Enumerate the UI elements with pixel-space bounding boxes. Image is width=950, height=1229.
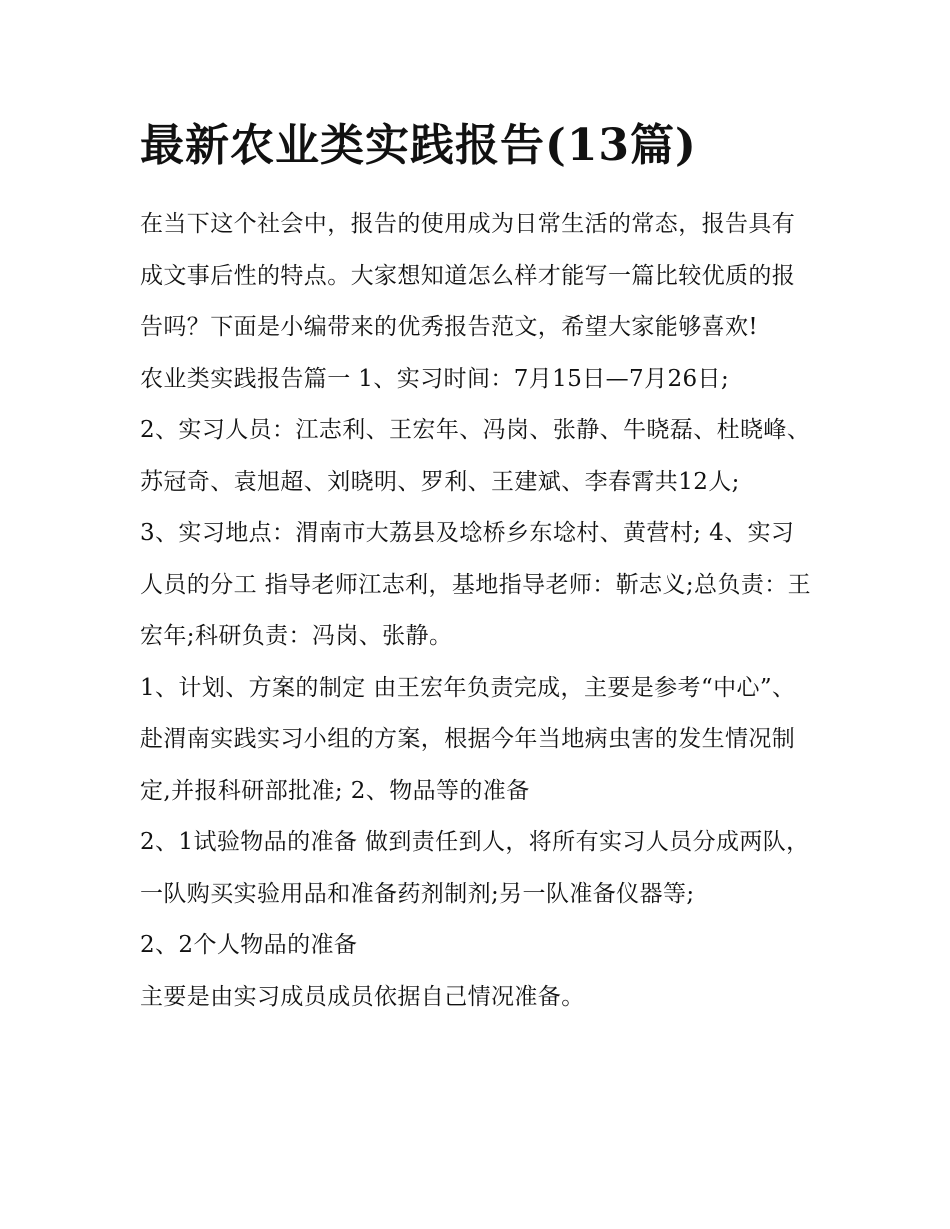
paragraph-internship-time: 农业类实践报告篇一 1、实习时间：7月15日—7月26日; — [140, 365, 730, 392]
paragraph-internship-location: 3、实习地点：渭南市大荔县及埝桥乡东埝村、黄营村; 4、实习人员的分工 指导老师江志利，基地指导老师：靳志义;总负责：王宏年;科研负责：冯岗、张静。 — [140, 520, 812, 649]
paragraph-internship-members: 2、实习人员：江志利、王宏年、冯岗、张静、牛晓磊、杜晓峰、苏冠奇、袁旭超、刘晓明、罗利、王建斌、李春霄共12人; — [140, 417, 811, 495]
document-title: 最新农业类实践报告(13篇) — [140, 120, 697, 171]
paragraph-plan-and-preparation: 1、计划、方案的制定 由王宏年负责完成，主要是参考“中心”、赴渭南实践实习小组的方案，根据今年当地病虫害的发生情况制定,并报科研部批准; 2、物品等的准备 — [140, 674, 796, 804]
paragraph-personal-items-heading: 2、2个人物品的准备 — [140, 932, 358, 958]
document-body — [140, 199, 813, 1023]
paragraph-personal-items: 主要是由实习成员成员依据自己情况准备。 — [140, 983, 585, 1010]
intro-paragraph: 在当下这个社会中，报告的使用成为日常生活的常态，报告具有成文事后性的特点。大家想知道怎么样才能写一篇比较优质的报告吗？下面是小编带来的优秀报告范文，希望大家能够喜欢! — [140, 211, 796, 340]
paragraph-test-materials: 2、1试验物品的准备 做到责任到人，将所有实习人员分成两队，一队购买实验用品和准备药剂制剂;另一队准备仪器等; — [140, 829, 810, 907]
